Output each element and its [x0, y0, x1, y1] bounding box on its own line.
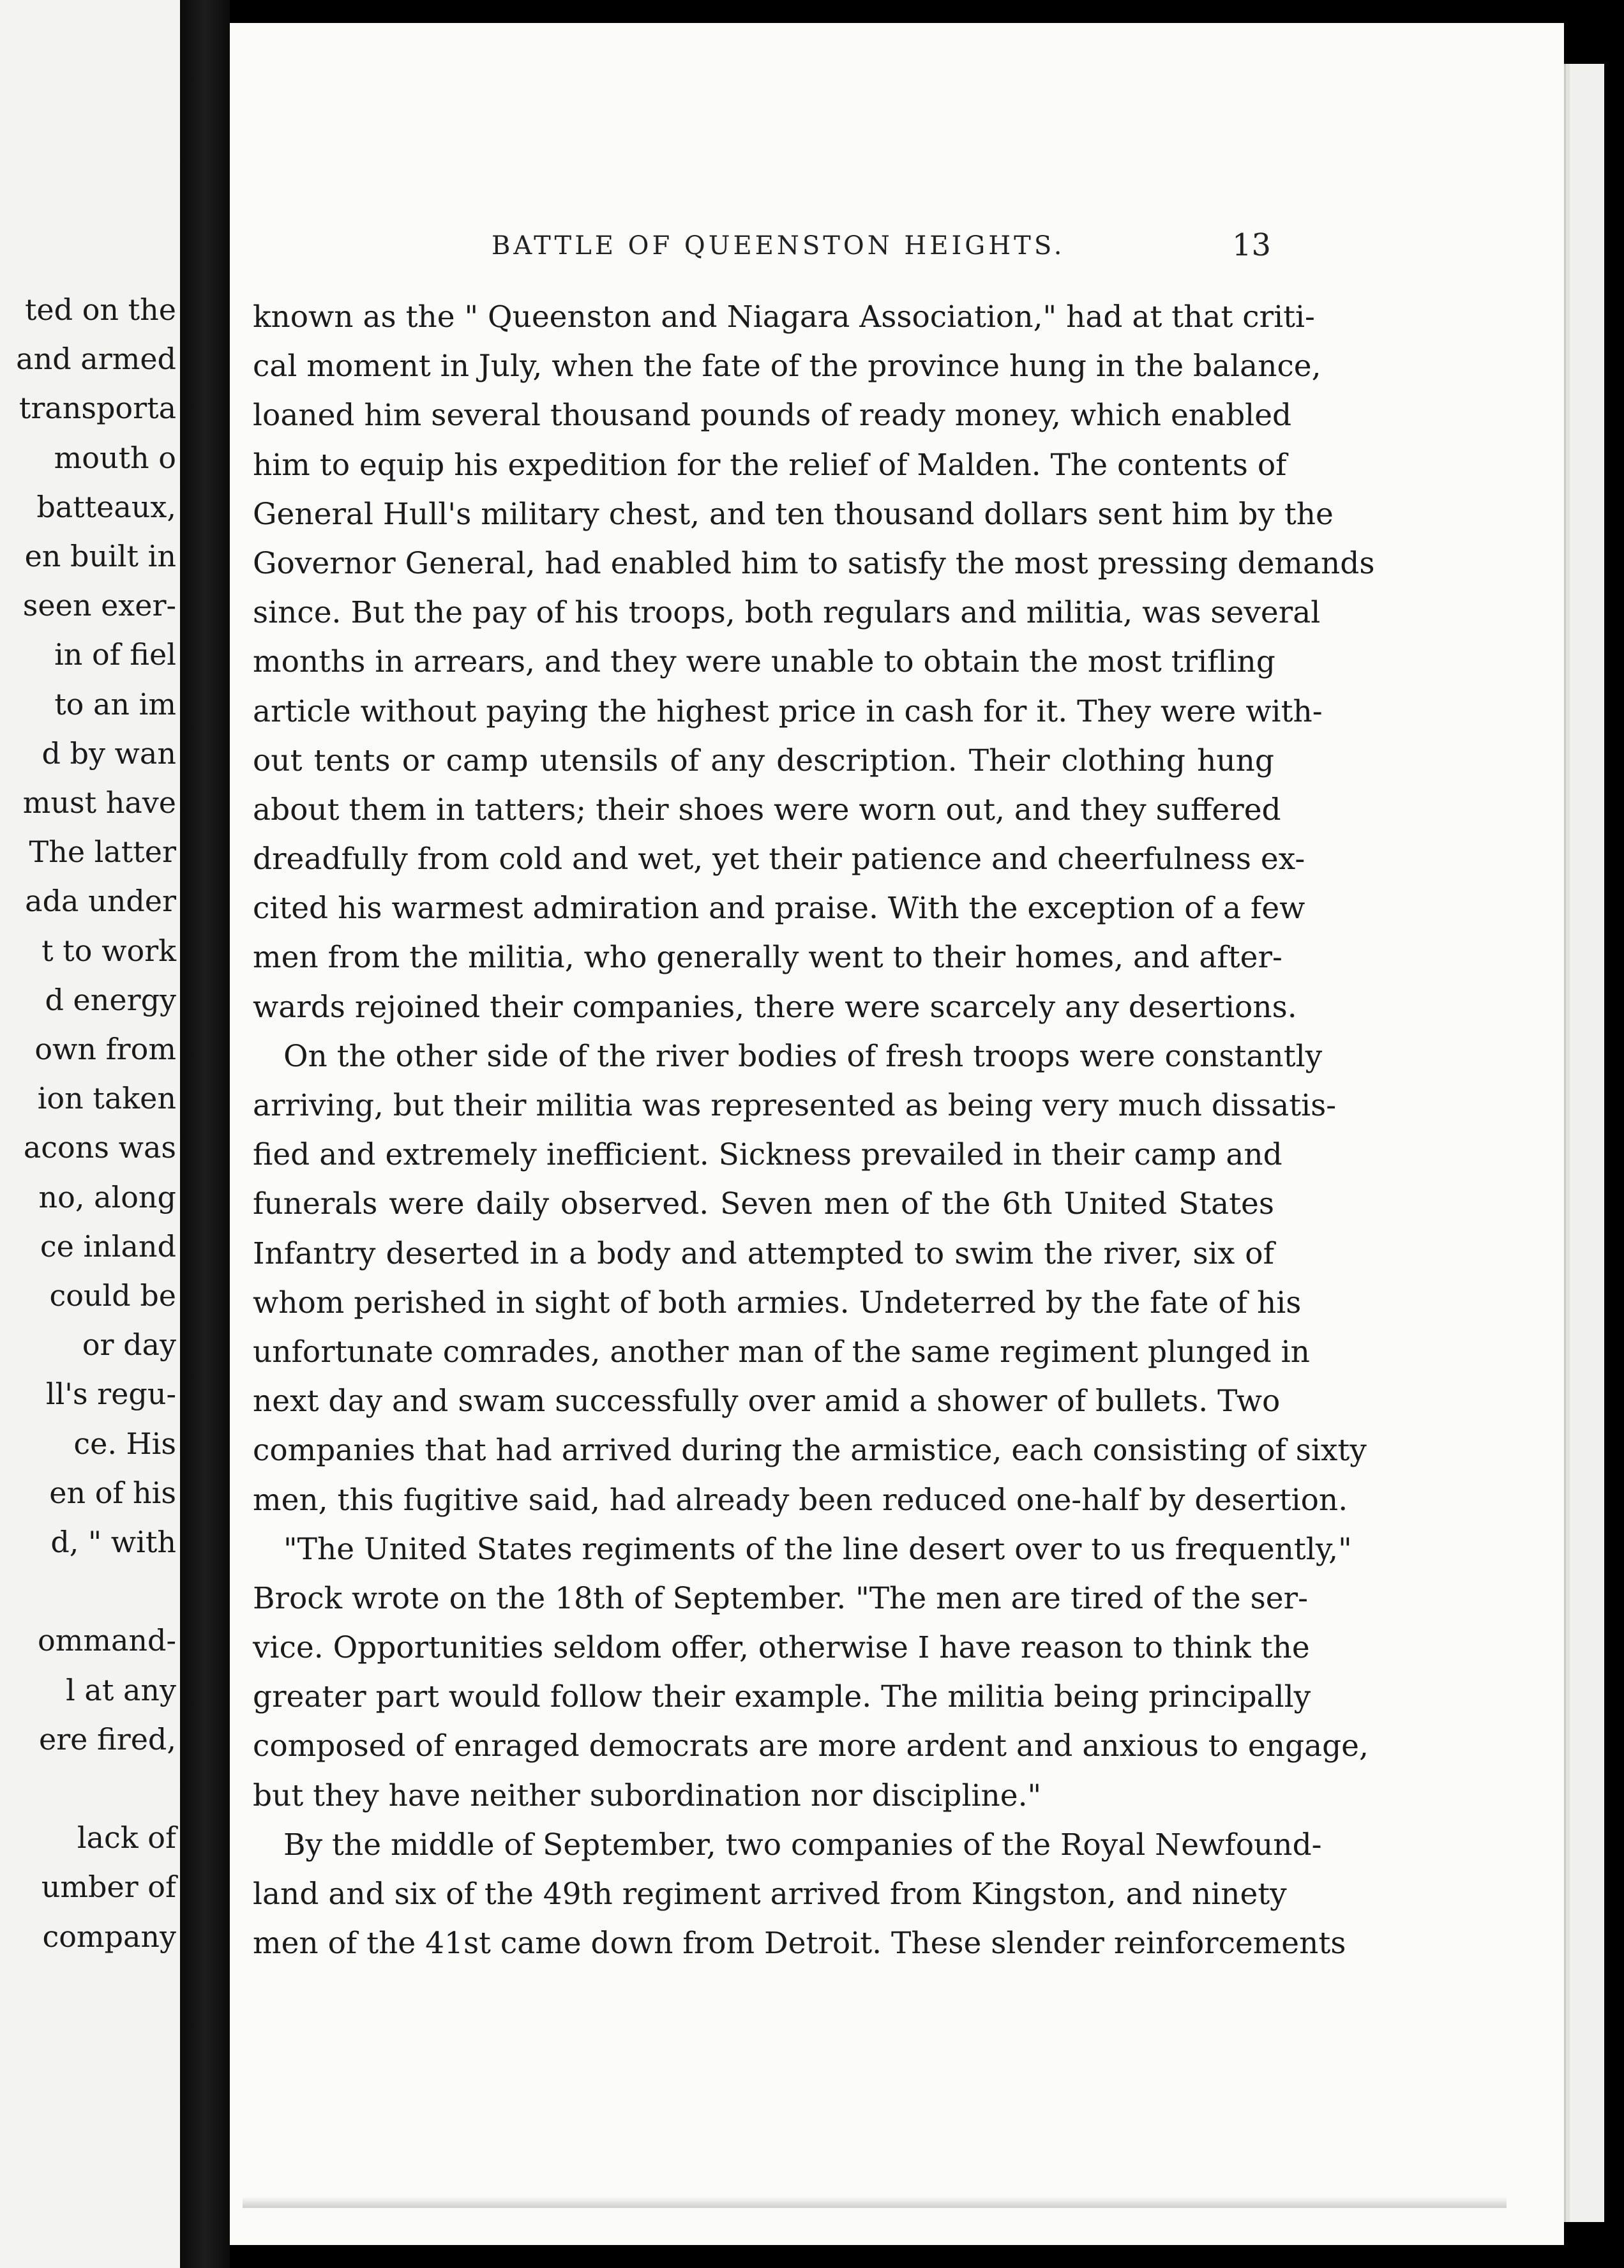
text-line: but they have neither subordination nor discipline."	[253, 1778, 1042, 1813]
text-line: men of the 41st came down from Detroit. These slender reinforcements	[253, 1926, 1346, 1962]
facing-page-fragment: mouth o	[54, 440, 176, 475]
book-spine	[180, 0, 230, 2268]
facing-page-fragment: own from	[34, 1032, 176, 1066]
facing-page-fragment: l at any	[66, 1672, 176, 1707]
text-line: companies that had arrived during the armistice, each consisting of sixty	[253, 1433, 1367, 1469]
facing-page-fragment: no, along	[38, 1179, 176, 1214]
facing-page-fragment: d, " with	[50, 1525, 176, 1559]
text-line: General Hull's military chest, and ten thousand dollars sent him by the	[253, 496, 1334, 532]
text-line: funerals were daily observed. Seven men of the 6th United States	[253, 1186, 1274, 1222]
text-line: Governor General, had enabled him to satisfy the most pressing demands	[253, 545, 1375, 581]
facing-page-fragment: d by wan	[41, 736, 176, 771]
text-line: article without paying the highest price in cash for it. They were with-	[253, 693, 1323, 729]
text-line: fied and extremely inefficient. Sickness prevailed in their camp and	[253, 1137, 1282, 1173]
facing-page-fragment: ce inland	[40, 1228, 176, 1264]
text-line: loaned him several thousand pounds of ready money, which enabled	[253, 398, 1292, 434]
text-line: about them in tatters; their shoes were worn out, and they suffered	[253, 792, 1281, 828]
text-line: whom perished in sight of both armies. Undeterred by the fate of his	[253, 1285, 1302, 1320]
facing-page-fragment: umber of	[41, 1870, 176, 1905]
facing-page-fragment: en built in	[24, 539, 176, 573]
facing-page-fragment: lack of	[77, 1820, 176, 1856]
facing-page-fragment: acons was	[23, 1130, 176, 1165]
text-line: By the middle of September, two companies of the Royal Newfound-	[283, 1827, 1322, 1863]
facing-page-fragment: could be	[49, 1278, 176, 1313]
body-text	[253, 292, 1375, 1968]
facing-page-fragment: ce. His	[73, 1426, 176, 1461]
text-line: cited his warmest admiration and praise. With the exception of a few	[253, 891, 1305, 926]
facing-page-fragment: transporta	[19, 391, 176, 426]
facing-page-fragment: and armed	[16, 342, 176, 377]
text-line: arriving, but their militia was represented as being very much dissatis-	[253, 1088, 1337, 1123]
facing-page-fragment: ion taken	[37, 1081, 176, 1116]
facing-page-fragment: batteaux,	[36, 489, 176, 524]
facing-page-fragment: t to work	[41, 933, 176, 968]
facing-page-fragment: en of his	[49, 1475, 176, 1510]
facing-page-fragment: ere fired,	[38, 1721, 176, 1757]
text-line: Brock wrote on the 18th of September. "The men are tired of the ser-	[253, 1580, 1308, 1616]
text-line: men from the militia, who generally went to their homes, and after-	[253, 940, 1282, 976]
facing-page-fragment: ada under	[25, 884, 176, 919]
text-line: Infantry deserted in a body and attempted to swim the river, six of	[253, 1236, 1274, 1271]
facing-page-fragment: ted on the	[24, 292, 176, 327]
text-line: vice. Opportunities seldom offer, otherwise I have reason to think the	[253, 1630, 1310, 1666]
facing-page-fragment: d energy	[45, 982, 176, 1017]
text-line: greater part would follow their example. The militia being principally	[253, 1679, 1311, 1715]
facing-page-fragment: seen exer-	[22, 588, 176, 623]
facing-page-fragment: company	[42, 1919, 176, 1954]
page-bottom-shadow	[243, 2196, 1507, 2208]
text-line: next day and swam successfully over amid a shower of bullets. Two	[253, 1384, 1281, 1419]
text-line: "The United States regiments of the line desert over to us frequently,"	[283, 1531, 1352, 1567]
text-line: months in arrears, and they were unable to obtain the most trifling	[253, 644, 1275, 680]
running-head: BATTLE OF QUEENSTON HEIGHTS.	[492, 231, 1065, 261]
text-line: since. But the pay of his troops, both regulars and militia, was several	[253, 595, 1321, 631]
page-edge	[1564, 64, 1604, 2222]
facing-page-fragment: or day	[82, 1327, 176, 1363]
text-line: unfortunate comrades, another man of the same regiment plunged in	[253, 1334, 1310, 1370]
facing-page-fragment: in of fiel	[54, 637, 176, 672]
facing-page-fragment: The latter	[29, 835, 176, 870]
text-line: cal moment in July, when the fate of the province hung in the balance,	[253, 349, 1321, 384]
text-line: men, this fugitive said, had already been reduced one-half by desertion.	[253, 1482, 1348, 1518]
text-line: land and six of the 49th regiment arrived from Kingston, and ninety	[253, 1877, 1287, 1912]
facing-page-fragment: must have	[22, 785, 176, 820]
text-line: him to equip his expedition for the relief of Malden. The contents of	[253, 447, 1287, 483]
text-line: wards rejoined their companies, there were scarcely any desertions.	[253, 989, 1297, 1025]
facing-page-fragment: to an im	[54, 686, 176, 722]
page-number: 13	[1232, 227, 1272, 263]
text-line: known as the " Queenston and Niagara Association," had at that criti-	[253, 299, 1315, 335]
text-line: On the other side of the river bodies of fresh troops were constantly	[283, 1038, 1323, 1074]
facing-page-fragment: ommand-	[38, 1623, 176, 1658]
facing-page-fragment: ll's regu-	[45, 1377, 176, 1412]
facing-page	[0, 0, 180, 2268]
text-line: out tents or camp utensils of any description. Their clothing hung	[253, 743, 1274, 778]
text-line: composed of enraged democrats are more ardent and anxious to engage,	[253, 1728, 1369, 1764]
text-line: dreadfully from cold and wet, yet their patience and cheerfulness ex-	[253, 842, 1305, 877]
